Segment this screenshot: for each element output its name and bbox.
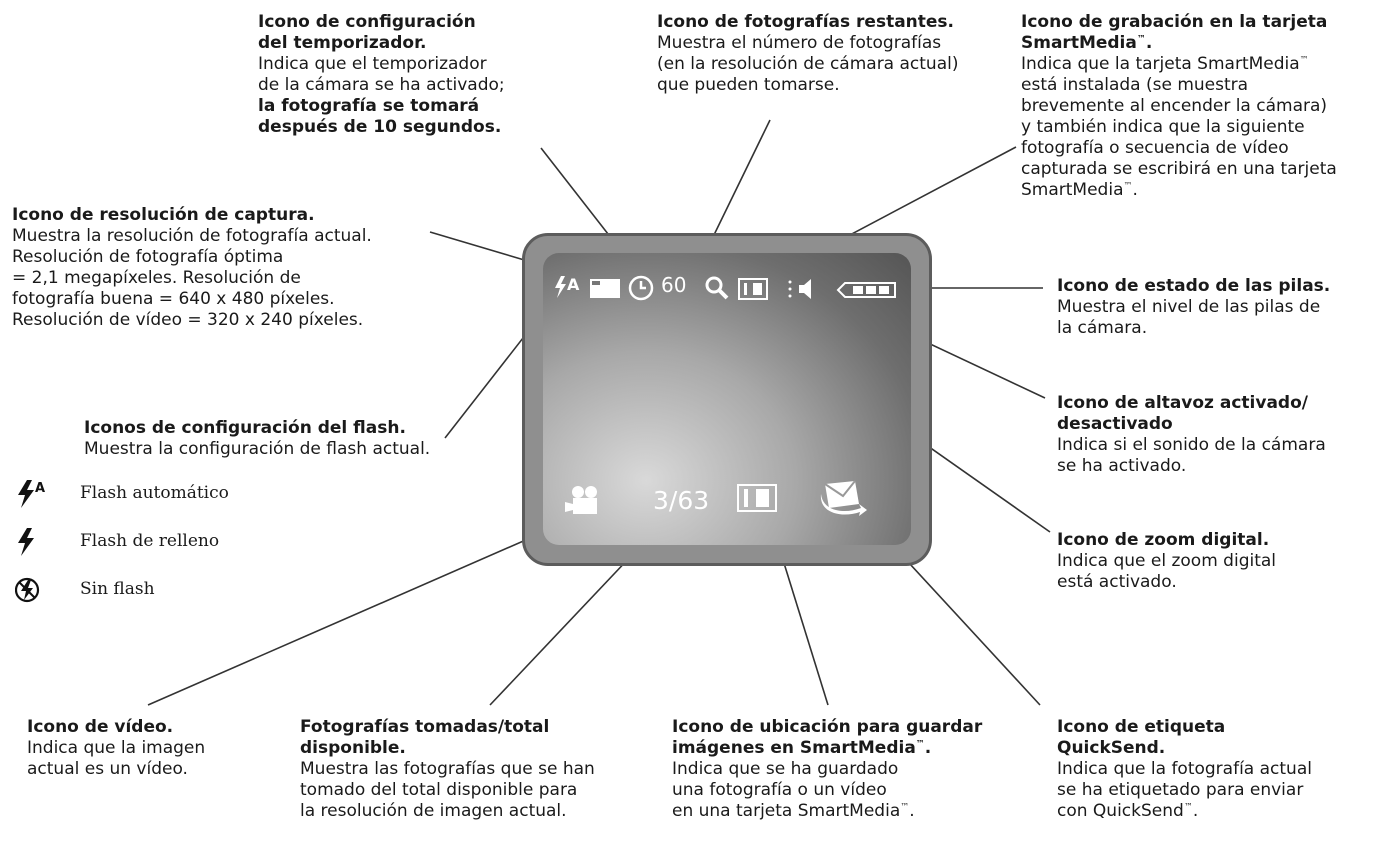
callout-speaker-title-1: Icono de altavoz activado/ <box>1057 393 1308 413</box>
callout-timer-desc-2: de la cámara se ha activado; <box>258 75 505 95</box>
flash-auto-icon <box>15 479 49 509</box>
leader-video <box>148 525 560 705</box>
callout-quicksend: Icono de etiqueta QuickSend. Indica que la fotografía actual se ha etiquetado para enviar con QuickSend™. <box>1057 717 1377 822</box>
zoom-icon <box>704 275 730 305</box>
callout-video-desc-1: Indica que la imagen <box>27 738 206 758</box>
callout-flash-desc: Muestra la configuración de flash actual. <box>84 439 431 459</box>
callout-smartmedia-rec-desc-3: brevemente al encender la cámara) <box>1021 96 1328 116</box>
callout-zoom-desc-2: está activado. <box>1057 572 1177 592</box>
trademark-mark: ™ <box>1136 34 1146 45</box>
speaker-icon <box>787 276 821 306</box>
callout-quicksend-title-1: Icono de etiqueta <box>1057 717 1226 737</box>
flash-auto-icon <box>553 275 583 299</box>
callout-smartmedia-rec-desc-4: y también indica que la siguiente <box>1021 117 1305 137</box>
callout-location-title-1: Icono de ubicación para guardar <box>672 717 983 737</box>
callout-smartmedia-rec-desc-7: SmartMedia <box>1021 180 1124 200</box>
callout-zoom-desc-1: Indica que el zoom digital <box>1057 551 1277 571</box>
battery-cell <box>879 286 889 294</box>
callout-timer <box>258 12 558 138</box>
callout-quicksend-desc-2: se ha etiquetado para enviar <box>1057 780 1304 800</box>
callout-location-title-2: imágenes en SmartMedia <box>672 738 916 758</box>
callout-taken-title-1: Fotografías tomadas/total <box>300 717 550 737</box>
callout-remaining-desc-1: Muestra el número de fotografías <box>657 33 942 53</box>
quicksend-icon <box>815 478 869 522</box>
callout-resolution-desc-3: = 2,1 megapíxeles. Resolución de <box>12 268 301 288</box>
callout-speaker <box>1057 393 1377 477</box>
callout-timer-title-1: Icono de configuración <box>258 12 476 32</box>
callout-location-desc-3: en una tarjeta SmartMedia <box>672 801 901 821</box>
callout-battery-title: Icono de estado de las pilas. <box>1057 276 1331 296</box>
callout-zoom-title: Icono de zoom digital. <box>1057 530 1270 550</box>
callout-quicksend-title-2: QuickSend. <box>1057 738 1166 758</box>
timer-icon <box>627 274 655 306</box>
flash-item-label: Flash de relleno <box>80 531 220 551</box>
callout-resolution-desc-1: Muestra la resolución de fotografía actual. <box>12 226 372 246</box>
callout-smartmedia-rec-desc-2: está instalada (se muestra <box>1021 75 1249 95</box>
remaining-count: 60 <box>661 273 687 297</box>
callout-taken-desc-1: Muestra las fotografías que se han <box>300 759 595 779</box>
callout-timer-title-2: del temporizador. <box>258 33 427 53</box>
callout-taken-desc-2: tomado del total disponible para <box>300 780 578 800</box>
callout-remaining-desc-3: que pueden tomarse. <box>657 75 840 95</box>
callout-smartmedia-rec-desc-6: capturada se escribirá en una tarjeta <box>1021 159 1337 179</box>
callout-speaker-desc-1: Indica si el sonido de la cámara <box>1057 435 1326 455</box>
callout-video-desc-2: actual es un vídeo. <box>27 759 188 779</box>
callout-smartmedia-rec-title-2: SmartMedia <box>1021 33 1137 53</box>
video-icon <box>563 484 603 522</box>
battery-cell <box>866 286 876 294</box>
callout-resolution-desc-4: fotografía buena = 640 x 480 píxeles. <box>12 289 335 309</box>
battery-cell <box>853 286 863 294</box>
callout-flash-title: Iconos de configuración del flash. <box>84 418 406 438</box>
callout-resolution-desc-2: Resolución de fotografía óptima <box>12 247 284 267</box>
smartmedia-location-icon <box>737 484 777 512</box>
flash-fill-icon <box>15 527 49 557</box>
callout-zoom <box>1057 530 1377 593</box>
callout-smartmedia-rec: Icono de grabación en la tarjeta SmartMedia™. Indica que la tarjeta SmartMedia™ está instalada (se muestra brevemente al encender la cámara) y también indica que la siguiente fotografía o secuencia de vídeo capturada se escribirá en una tarjeta SmartMedia™. <box>1021 12 1376 201</box>
callout-battery <box>1057 276 1377 339</box>
callout-remaining-title: Icono de fotografías restantes. <box>657 12 955 32</box>
callout-taken-desc-3: la resolución de imagen actual. <box>300 801 567 821</box>
callout-flash <box>84 418 504 460</box>
callout-resolution-title: Icono de resolución de captura. <box>12 205 315 225</box>
resolution-icon <box>590 279 620 298</box>
flash-item-label: Flash automático <box>80 483 229 503</box>
callout-video-title: Icono de vídeo. <box>27 717 174 737</box>
callout-location: Icono de ubicación para guardar imágenes en SmartMedia™. Indica que se ha guardado una fotografía o un vídeo en una tarjeta SmartMedia™. <box>672 717 1042 822</box>
callout-resolution <box>12 205 442 331</box>
callout-timer-desc-3: la fotografía se tomará <box>258 96 480 116</box>
callout-resolution-desc-5: Resolución de vídeo = 320 x 240 píxeles. <box>12 310 364 330</box>
callout-battery-desc-2: la cámara. <box>1057 318 1148 338</box>
flash-mode-letter: A <box>567 275 580 294</box>
callout-taken-title-2: disponible. <box>300 738 406 758</box>
battery-icon <box>835 280 897 304</box>
callout-smartmedia-rec-title-1: Icono de grabación en la tarjeta <box>1021 12 1328 32</box>
smartmedia-icon <box>738 278 768 300</box>
callout-speaker-title-2: desactivado <box>1057 414 1173 434</box>
callout-taken <box>300 717 650 822</box>
callout-remaining-desc-2: (en la resolución de cámara actual) <box>657 54 959 74</box>
callout-quicksend-desc-1: Indica que la fotografía actual <box>1057 759 1312 779</box>
callout-location-desc-2: una fotografía o un vídeo <box>672 780 887 800</box>
flash-item-label: Sin flash <box>80 579 155 599</box>
svg-text:A: A <box>35 481 46 496</box>
callout-location-desc-1: Indica que se ha guardado <box>672 759 899 779</box>
callout-speaker-desc-2: se ha activado. <box>1057 456 1187 476</box>
no-flash-icon <box>15 575 49 605</box>
callout-battery-desc-1: Muestra el nivel de las pilas de <box>1057 297 1321 317</box>
callout-timer-desc-1: Indica que el temporizador <box>258 54 487 74</box>
callout-smartmedia-rec-desc-1: Indica que la tarjeta SmartMedia <box>1021 54 1300 74</box>
callout-video <box>27 717 277 780</box>
callout-smartmedia-rec-desc-5: fotografía o secuencia de vídeo <box>1021 138 1289 158</box>
callout-remaining <box>657 12 1007 96</box>
callout-quicksend-desc-3: con QuickSend <box>1057 801 1184 821</box>
photo-counter: 3/63 <box>653 486 710 515</box>
callout-timer-desc-4: después de 10 segundos. <box>258 117 502 137</box>
